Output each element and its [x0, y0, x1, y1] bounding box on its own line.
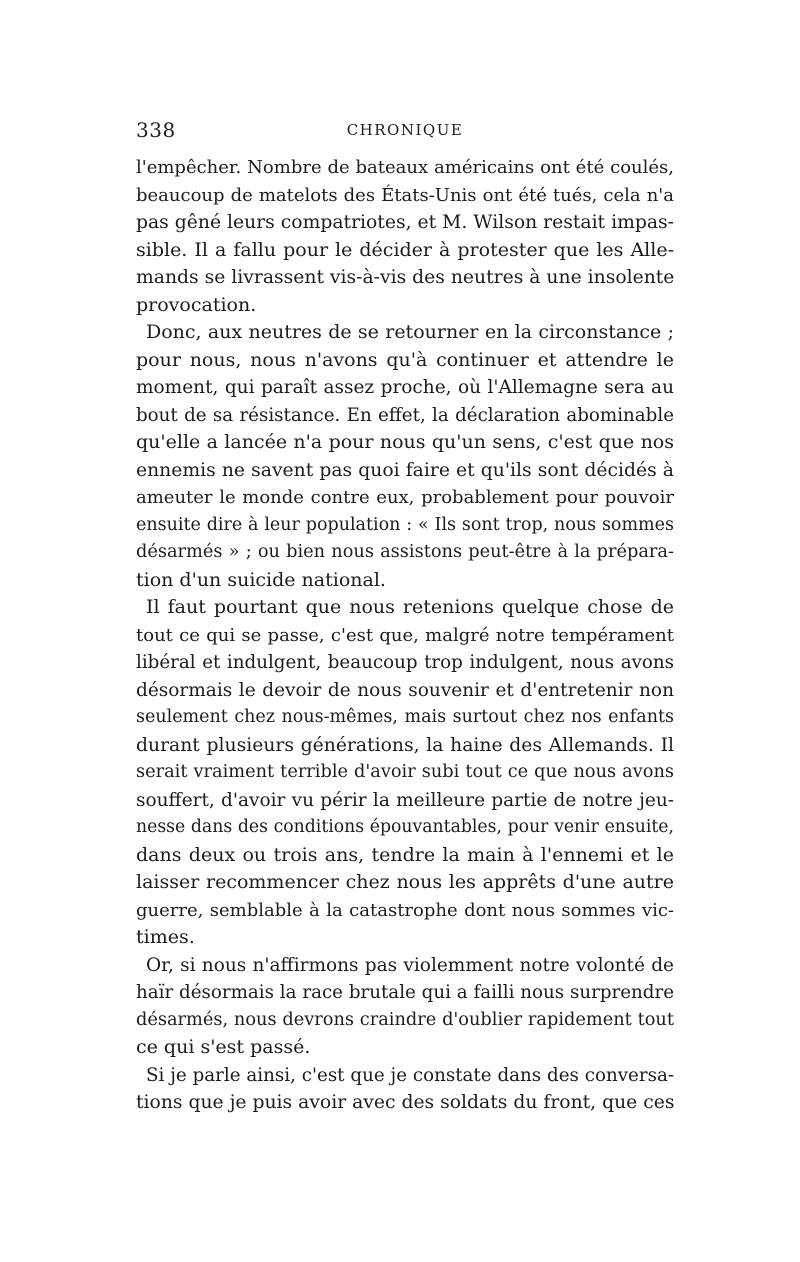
text-line: tout ce qui se passe, c'est que, malgré notre tempérament	[136, 624, 674, 646]
text-line: ennemis ne savent pas quoi faire et qu'ils sont décidés à	[136, 459, 674, 481]
paragraph-start: Or, si nous n'affirmons pas violemment notre volonté de	[146, 954, 674, 976]
text-line: pas gêné leurs compatriotes, et M. Wilson restait impas-	[136, 212, 674, 233]
text-line: libéral et indulgent, beaucoup trop indulgent, nous avons	[136, 652, 674, 673]
text-line: laisser recommencer chez nous les apprêts d'une autre	[136, 871, 674, 893]
text-line: ameuter le monde contre eux, probablement pour pouvoir	[136, 487, 674, 508]
text-line: times.	[136, 926, 195, 948]
paragraph-start: Donc, aux neutres de se retourner en la circonstance ;	[146, 321, 674, 343]
text-line: tions que je puis avoir avec des soldats du front, que ces	[136, 1092, 675, 1113]
text-line: désarmés » ; ou bien nous assistons peut-être à la prépara-	[136, 542, 674, 562]
text-line: mands se livrassent vis-à-vis des neutres à une insolente	[136, 267, 675, 288]
page-number: 338	[136, 118, 176, 142]
text-line: moment, qui paraît assez proche, où l'Allemagne sera au	[136, 377, 674, 398]
text-line: guerre, semblable à la catastrophe dont nous sommes vic-	[136, 899, 674, 921]
text-line: dans deux ou trois ans, tendre la main à l'ennemi et le	[136, 843, 674, 866]
text-line: serait vraiment terrible d'avoir subi tout ce que nous avons	[136, 762, 674, 782]
paragraph-start: Si je parle ainsi, c'est que je constate dans des conversa-	[146, 1064, 674, 1086]
running-title: CHRONIQUE	[346, 121, 464, 139]
text-line: l'empêcher. Nombre de bateaux américains ont été coulés,	[136, 157, 674, 178]
text-line: bout de sa résistance. En effet, la déclaration abominable	[136, 404, 674, 426]
text-line: tion d'un suicide national.	[136, 568, 386, 591]
text-line: beaucoup de matelots des États-Unis ont été tués, cela n'a	[136, 184, 674, 206]
running-head	[136, 118, 674, 148]
paragraph-start: Il faut pourtant que nous retenions quelque chose de	[146, 596, 674, 618]
text-line: seulement chez nous-mêmes, mais surtout chez nos enfants	[136, 707, 674, 727]
text-line: durant plusieurs générations, la haine des Allemands. Il	[136, 734, 674, 756]
text-line: désarmés, nous devrons craindre d'oublier rapidement tout	[136, 1009, 674, 1030]
text-line: haïr désormais la race brutale qui a failli nous surprendre	[136, 982, 674, 1003]
text-line: souffert, d'avoir vu périr la meilleure partie de notre jeu-	[136, 789, 674, 811]
text-line: ensuite dire à leur population : « Ils sont trop, nous sommes	[136, 514, 674, 535]
text-line: ce qui s'est passé.	[136, 1036, 311, 1058]
text-line: nesse dans des conditions épouvantables, pour venir ensuite,	[136, 817, 674, 837]
text-line: provocation.	[136, 293, 257, 316]
text-line: qu'elle a lancée n'a pour nous qu'un sens, c'est que nos	[136, 431, 674, 453]
body-text	[136, 154, 674, 1117]
text-line: sible. Il a fallu pour le décider à protester que les Alle-	[136, 238, 674, 261]
text-line: pour nous, nous n'avons qu'à continuer et attendre le	[136, 348, 674, 371]
text-line: désormais le devoir de nous souvenir et d'entretenir non	[136, 679, 674, 701]
